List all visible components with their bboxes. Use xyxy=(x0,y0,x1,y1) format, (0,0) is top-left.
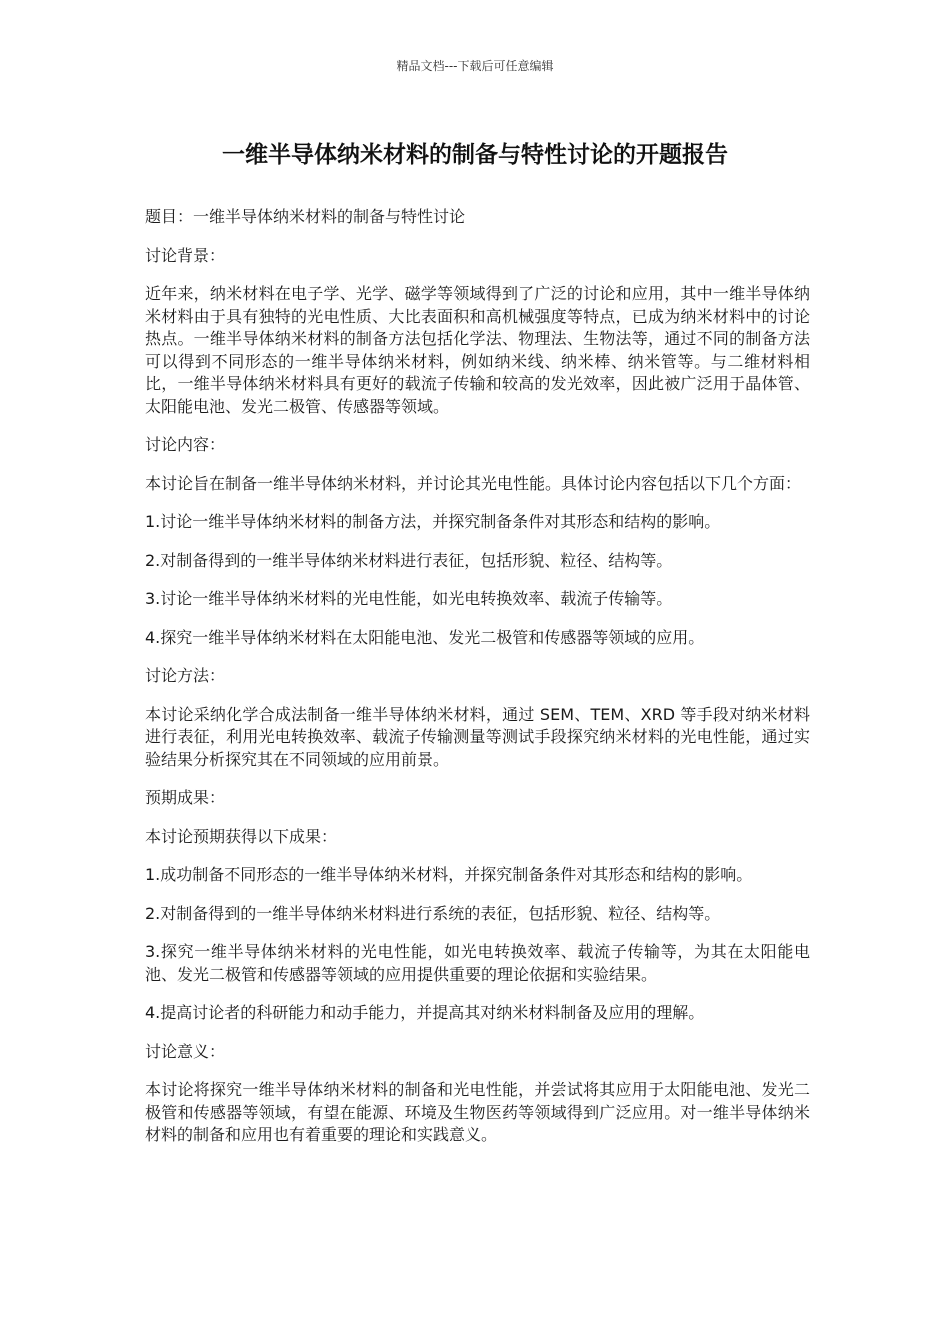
section-heading-method: 讨论方法： xyxy=(145,666,226,685)
content-list-item: 1.讨论一维半导体纳米材料的制备方法，并探究制备条件对其形态和结构的影响。 xyxy=(145,512,721,531)
results-intro-paragraph: 本讨论预期获得以下成果： xyxy=(145,826,338,846)
background-paragraph: 近年来，纳米材料在电子学、光学、磁学等领域得到了广泛的讨论和应用，其中一维半导体纳米材料由于具有独特的光电性质、大比表面积和高机械强度等特点，已成为纳米材料中的讨论热点。一维半导体纳米材料的制备方法包括化学法、物理法、生物法等，通过不同的制备方法可以得到不同形态的一维半导体纳米材料，例如纳米线、纳米棒、纳米管等。与二维材料相比，一维半导体纳米材料具有更好的载流子传输和较高的发光效率，因此被广泛用于晶体管、太阳能电池、发光二极管、传感器等领域。 xyxy=(145,284,810,416)
section-heading-significance: 讨论意义： xyxy=(145,1041,226,1061)
content-list-item: 2.对制备得到的一维半导体纳米材料进行表征，包括形貌、粒径、结构等。 xyxy=(145,550,673,570)
topic-line: 题目：一维半导体纳米材料的制备与特性讨论 xyxy=(145,207,466,226)
content-intro-paragraph: 本讨论旨在制备一维半导体纳米材料，并讨论其光电性能。具体讨论内容包括以下几个方面： xyxy=(145,473,802,493)
section-heading-results: 预期成果： xyxy=(145,788,226,807)
document-body xyxy=(145,206,810,1163)
results-list-item: 1.成功制备不同形态的一维半导体纳米材料，并探究制备条件对其形态和结构的影响。 xyxy=(145,865,753,884)
content-list-item: 3.讨论一维半导体纳米材料的光电性能，如光电转换效率、载流子传输等。 xyxy=(145,589,673,608)
content-list-item: 4.探究一维半导体纳米材料在太阳能电池、发光二极管和传感器等领域的应用。 xyxy=(145,627,705,647)
document-title: 一维半导体纳米材料的制备与特性讨论的开题报告 xyxy=(222,142,728,168)
results-list-item: 4.提高讨论者的科研能力和动手能力，并提高其对纳米材料制备及应用的理解。 xyxy=(145,1003,705,1022)
results-list-item: 3.探究一维半导体纳米材料的光电性能，如光电转换效率、载流子传输等，为其在太阳能电池、发光二极管和传感器等领域的应用提供重要的理论依据和实验结果。 xyxy=(145,942,810,984)
significance-paragraph: 本讨论将探究一维半导体纳米材料的制备和光电性能，并尝试将其应用于太阳能电池、发光二极管和传感器等领域，有望在能源、环境及生物医药等领域得到广泛应用。对一维半导体纳米材料的制备和应用也有着重要的理论和实践意义。 xyxy=(145,1080,810,1144)
section-heading-background: 讨论背景： xyxy=(145,245,226,265)
results-list-item: 2.对制备得到的一维半导体纳米材料进行系统的表征，包括形貌、粒径、结构等。 xyxy=(145,903,721,923)
method-paragraph: 本讨论采纳化学合成法制备一维半导体纳米材料，通过 SEM、TEM、XRD 等手段对纳米材料进行表征，利用光电转换效率、载流子传输测量等测试手段探究纳米材料的光电性能，通过实验结果分析探究其在不同领域的应用前景。 xyxy=(145,704,810,769)
section-heading-content: 讨论内容： xyxy=(145,435,226,454)
page-header-note: 精品文档---下载后可任意编辑 xyxy=(396,59,554,73)
